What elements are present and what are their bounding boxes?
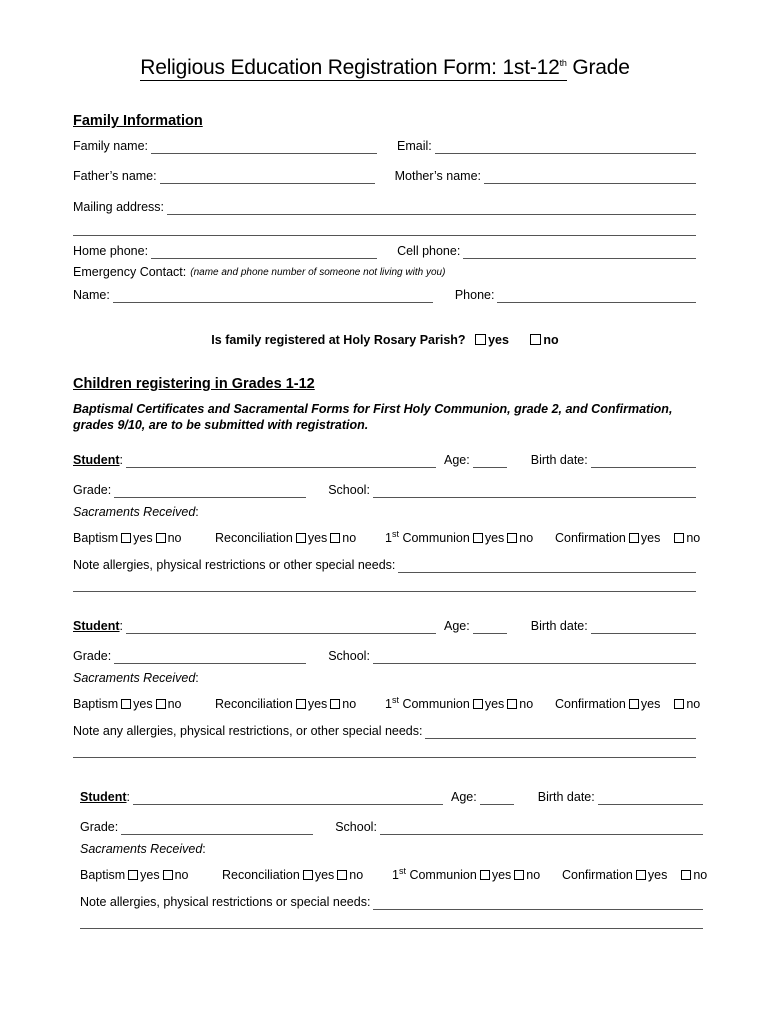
communion-group xyxy=(385,528,555,545)
confirmation-group xyxy=(555,697,700,711)
sacraments-received-label: Sacraments Received xyxy=(73,671,196,685)
confirmation-yes-checkbox[interactable] xyxy=(629,699,639,709)
student-2-name-row xyxy=(73,619,696,634)
school-label: School: xyxy=(335,820,377,834)
emergency-phone-label: Phone: xyxy=(454,288,495,302)
grade-field[interactable] xyxy=(114,652,306,664)
student-3-sacraments-heading xyxy=(80,842,703,857)
confirmation-group xyxy=(555,531,700,545)
special-needs-label: Note allergies, physical restrictions or other special needs: xyxy=(73,558,396,572)
parish-no-label: no xyxy=(543,333,559,347)
reconciliation-no-checkbox[interactable] xyxy=(330,699,340,709)
family-name-field[interactable] xyxy=(151,142,377,154)
communion-yes-checkbox[interactable] xyxy=(473,699,483,709)
communion-sup: st xyxy=(398,865,406,876)
communion-sup: st xyxy=(391,528,399,539)
communion-no-label: no xyxy=(519,531,534,545)
confirmation-yes-label: yes xyxy=(647,868,668,882)
confirmation-no-label: no xyxy=(693,868,708,882)
communion-no-checkbox[interactable] xyxy=(507,533,517,543)
parish-question: Is family registered at Holy Rosary Parish? xyxy=(211,333,466,347)
birth-date-field[interactable] xyxy=(598,793,703,805)
reconciliation-yes-label: yes xyxy=(307,697,328,711)
mailing-address-field[interactable] xyxy=(167,203,696,215)
emergency-contact-note: (name and phone number of someone not living with you) xyxy=(190,267,446,278)
age-field[interactable] xyxy=(473,622,507,634)
reconciliation-no-label: no xyxy=(349,868,364,882)
confirmation-no-label: no xyxy=(686,531,701,545)
special-needs-field[interactable] xyxy=(425,727,696,739)
special-needs-label: Note allergies, physical restrictions or special needs: xyxy=(80,895,371,909)
communion-group xyxy=(392,865,562,882)
special-needs-label: Note any allergies, physical restrictions, or other special needs: xyxy=(73,724,423,738)
reconciliation-yes-checkbox[interactable] xyxy=(303,870,313,880)
school-label: School: xyxy=(328,649,370,663)
student-3-note-row xyxy=(80,895,703,910)
baptism-label: Baptism xyxy=(73,697,119,711)
grade-label: Grade: xyxy=(73,649,112,663)
confirmation-yes-checkbox[interactable] xyxy=(636,870,646,880)
special-needs-field-line-2[interactable] xyxy=(73,591,696,592)
communion-yes-checkbox[interactable] xyxy=(473,533,483,543)
reconciliation-no-checkbox[interactable] xyxy=(330,533,340,543)
student-3-name-row xyxy=(80,790,703,805)
emergency-name-label: Name: xyxy=(73,288,110,302)
emergency-phone-field[interactable] xyxy=(497,291,696,303)
age-label: Age: xyxy=(444,453,470,467)
family-name-label: Family name: xyxy=(73,139,149,153)
family-name-email-row xyxy=(73,139,696,154)
reconciliation-no-label: no xyxy=(342,697,357,711)
children-heading: Children registering in Grades 1-12 xyxy=(73,376,315,392)
phones-row xyxy=(73,244,696,259)
confirmation-yes-checkbox[interactable] xyxy=(629,533,639,543)
sacraments-colon: : xyxy=(195,505,199,519)
grade-label: Grade: xyxy=(80,820,119,834)
student-1-note-row xyxy=(73,558,696,573)
communion-no-checkbox[interactable] xyxy=(514,870,524,880)
sacraments-received-label: Sacraments Received xyxy=(73,505,196,519)
sacraments-received-label: Sacraments Received xyxy=(80,842,203,856)
baptism-no-checkbox[interactable] xyxy=(156,533,166,543)
reconciliation-label: Reconciliation xyxy=(222,868,300,882)
confirmation-no-checkbox[interactable] xyxy=(681,870,691,880)
special-needs-field-line-2[interactable] xyxy=(73,757,696,758)
mailing-address-row xyxy=(73,200,696,215)
parish-question-row xyxy=(0,333,770,347)
student-label: Student xyxy=(73,619,120,633)
baptism-no-label: no xyxy=(167,531,182,545)
birth-date-label: Birth date: xyxy=(537,790,595,804)
student-1-name-row xyxy=(73,453,696,468)
grade-field[interactable] xyxy=(114,486,306,498)
family-information-heading: Family Information xyxy=(73,113,203,129)
emergency-contact-row xyxy=(73,265,696,280)
confirmation-yes-label: yes xyxy=(640,697,661,711)
baptism-yes-checkbox[interactable] xyxy=(121,533,131,543)
student-3-sacraments-row xyxy=(80,865,720,882)
home-phone-field[interactable] xyxy=(151,247,377,259)
baptism-group xyxy=(73,531,215,545)
mother-name-label: Mother’s name: xyxy=(394,169,481,183)
confirmation-yes-label: yes xyxy=(640,531,661,545)
school-label: School: xyxy=(328,483,370,497)
reconciliation-no-checkbox[interactable] xyxy=(337,870,347,880)
reconciliation-yes-label: yes xyxy=(307,531,328,545)
emergency-name-phone-row xyxy=(73,288,696,303)
baptism-group xyxy=(73,697,215,711)
age-field[interactable] xyxy=(473,456,507,468)
age-label: Age: xyxy=(451,790,477,804)
baptism-yes-label: yes xyxy=(133,697,153,711)
baptism-yes-checkbox[interactable] xyxy=(121,699,131,709)
baptism-no-checkbox[interactable] xyxy=(156,699,166,709)
parish-yes-label: yes xyxy=(488,333,509,347)
student-2-grade-row xyxy=(73,649,696,664)
baptism-no-label: no xyxy=(167,697,182,711)
father-name-label: Father’s name: xyxy=(73,169,157,183)
confirmation-no-label: no xyxy=(686,697,701,711)
communion-label: Communion xyxy=(405,868,477,882)
confirmation-group xyxy=(562,868,707,882)
age-field[interactable] xyxy=(480,793,514,805)
student-colon: : xyxy=(126,790,131,804)
parents-row xyxy=(73,169,696,184)
student-name-field[interactable] xyxy=(126,456,436,468)
grade-label: Grade: xyxy=(73,483,112,497)
reconciliation-group xyxy=(222,868,392,882)
baptism-no-checkbox[interactable] xyxy=(163,870,173,880)
communion-no-checkbox[interactable] xyxy=(507,699,517,709)
student-colon: : xyxy=(119,453,124,467)
school-field[interactable] xyxy=(373,486,696,498)
grade-field[interactable] xyxy=(121,823,313,835)
baptism-no-label: no xyxy=(174,868,189,882)
reconciliation-no-label: no xyxy=(342,531,357,545)
communion-yes-label: yes xyxy=(484,697,505,711)
email-label: Email: xyxy=(397,139,432,153)
birth-date-label: Birth date: xyxy=(530,619,588,633)
special-needs-field-line-2[interactable] xyxy=(80,928,703,929)
confirmation-label: Confirmation xyxy=(555,697,626,711)
baptism-label: Baptism xyxy=(73,531,119,545)
reconciliation-yes-checkbox[interactable] xyxy=(296,533,306,543)
communion-no-label: no xyxy=(526,868,541,882)
confirmation-label: Confirmation xyxy=(555,531,626,545)
mother-name-field[interactable] xyxy=(484,172,696,184)
sacraments-colon: : xyxy=(202,842,206,856)
cell-phone-field[interactable] xyxy=(463,247,696,259)
school-field[interactable] xyxy=(380,823,703,835)
father-name-field[interactable] xyxy=(160,172,375,184)
reconciliation-group xyxy=(215,697,385,711)
communion-number: 1 xyxy=(385,697,392,711)
email-field[interactable] xyxy=(435,142,696,154)
confirmation-label: Confirmation xyxy=(562,868,633,882)
student-1-grade-row xyxy=(73,483,696,498)
page-title: Religious Education Registration Form: 1st-12th Grade xyxy=(140,56,630,79)
student-1-sacraments-heading xyxy=(73,505,696,520)
communion-yes-label: yes xyxy=(484,531,505,545)
communion-yes-checkbox[interactable] xyxy=(480,870,490,880)
communion-no-label: no xyxy=(519,697,534,711)
reconciliation-label: Reconciliation xyxy=(215,697,293,711)
parish-yes-checkbox[interactable] xyxy=(475,334,486,345)
student-colon: : xyxy=(119,619,124,633)
mailing-address-field-line-2[interactable] xyxy=(73,235,696,236)
special-needs-field[interactable] xyxy=(398,561,696,573)
student-3-grade-row xyxy=(80,820,703,835)
emergency-name-field[interactable] xyxy=(113,291,433,303)
student-2-sacraments-heading xyxy=(73,671,696,686)
student-name-field[interactable] xyxy=(126,622,436,634)
baptism-yes-label: yes xyxy=(133,531,153,545)
student-name-field[interactable] xyxy=(133,793,443,805)
baptism-group xyxy=(80,868,222,882)
birth-date-label: Birth date: xyxy=(530,453,588,467)
reconciliation-yes-label: yes xyxy=(314,868,335,882)
mailing-address-label: Mailing address: xyxy=(73,200,165,214)
documents-note: Baptismal Certificates and Sacramental Forms for First Holy Communion, grade 2, and Confirmation, grades 9/10, are to be submitted with registration. xyxy=(73,402,673,432)
parish-no-checkbox[interactable] xyxy=(530,334,541,345)
baptism-yes-checkbox[interactable] xyxy=(128,870,138,880)
home-phone-label: Home phone: xyxy=(73,244,149,258)
school-field[interactable] xyxy=(373,652,696,664)
reconciliation-group xyxy=(215,531,385,545)
communion-group xyxy=(385,694,555,711)
birth-date-field[interactable] xyxy=(591,456,696,468)
communion-label: Communion xyxy=(398,697,470,711)
communion-yes-label: yes xyxy=(491,868,512,882)
student-label: Student xyxy=(80,790,127,804)
communion-label: Communion xyxy=(398,531,470,545)
student-label: Student xyxy=(73,453,120,467)
emergency-contact-label: Emergency Contact: xyxy=(73,265,187,279)
confirmation-no-checkbox[interactable] xyxy=(674,533,684,543)
student-2-note-row xyxy=(73,724,696,739)
confirmation-no-checkbox[interactable] xyxy=(674,699,684,709)
birth-date-field[interactable] xyxy=(591,622,696,634)
cell-phone-label: Cell phone: xyxy=(397,244,461,258)
reconciliation-yes-checkbox[interactable] xyxy=(296,699,306,709)
reconciliation-label: Reconciliation xyxy=(215,531,293,545)
baptism-label: Baptism xyxy=(80,868,126,882)
student-1-sacraments-row xyxy=(73,528,713,545)
special-needs-field[interactable] xyxy=(373,898,703,910)
communion-number: 1 xyxy=(392,868,399,882)
sacraments-colon: : xyxy=(195,671,199,685)
student-2-sacraments-row xyxy=(73,694,713,711)
communion-number: 1 xyxy=(385,531,392,545)
age-label: Age: xyxy=(444,619,470,633)
communion-sup: st xyxy=(391,694,399,705)
baptism-yes-label: yes xyxy=(140,868,160,882)
